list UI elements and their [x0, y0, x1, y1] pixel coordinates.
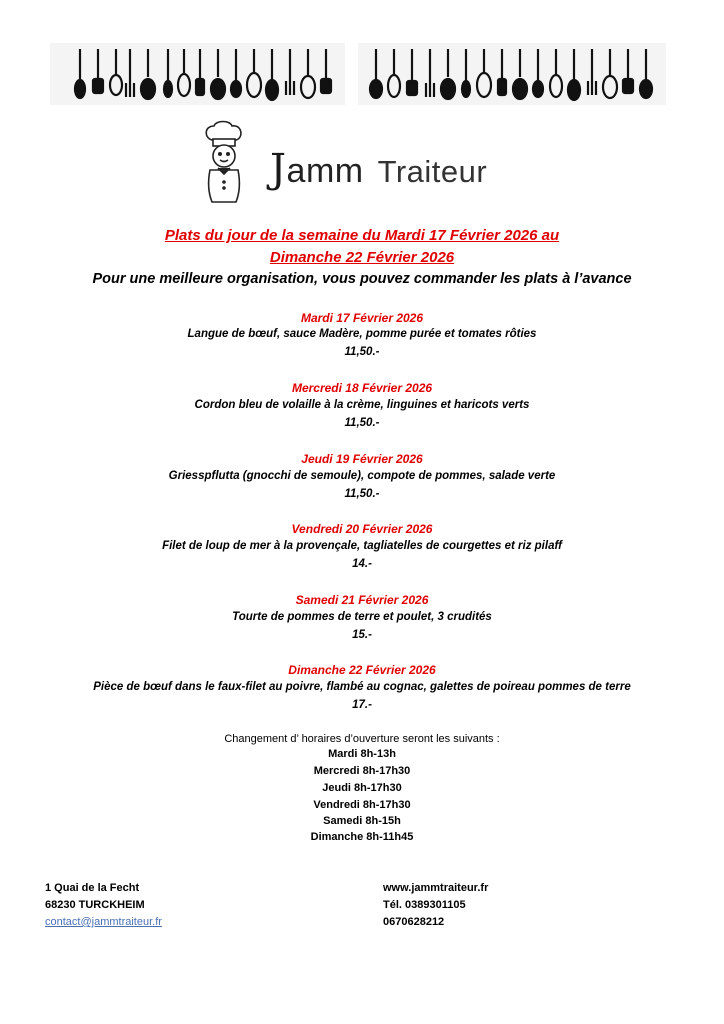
page-subtitle: Pour une meilleure organisation, vous pouvez commander les plats à l’avance — [92, 271, 632, 287]
footer-address — [45, 880, 162, 931]
website-text: www.jammtraiteur.fr — [383, 882, 489, 894]
page-title-line1: Plats du jour de la semaine du Mardi 17 Février 2026 au — [164, 227, 560, 244]
menu-day: Mardi 17 Février 2026 — [300, 311, 424, 325]
hours-line: Jeudi 8h-17h30 — [322, 782, 402, 794]
menu-dish: Filet de loup de mer à la provençale, tagliatelles de courgettes et riz pilaff — [162, 540, 562, 552]
hours-line: Vendredi 8h-17h30 — [313, 799, 411, 811]
utensils-icon — [50, 43, 345, 105]
menu-day: Vendredi 20 Février 2026 — [291, 522, 433, 536]
menu-price: 14.- — [352, 558, 372, 570]
menu-day: Jeudi 19 Février 2026 — [301, 452, 423, 466]
mobile-text: 0670628212 — [383, 916, 445, 928]
menu-dish: Langue de bœuf, sauce Madère, pomme purée et tomates rôties — [187, 328, 537, 340]
brand-name: Jamm Traiteur — [270, 146, 488, 192]
address-city: 68230 TURCKHEIM — [45, 899, 145, 911]
phone-text: Tél. 0389301105 — [383, 899, 466, 911]
menu-price: 15.- — [352, 629, 372, 641]
menu-dish: Cordon bleu de volaille à la crème, linguines et haricots verts — [194, 399, 530, 411]
hours-line: Dimanche 8h-11h45 — [310, 831, 414, 843]
hours-line: Samedi 8h-15h — [323, 815, 401, 827]
utensils-icon — [358, 43, 666, 105]
menu-day: Samedi 21 Février 2026 — [295, 593, 429, 607]
footer-contact — [383, 880, 488, 931]
hours-line: Mardi 8h-13h — [328, 748, 396, 760]
menu-price: 11,50.- — [344, 488, 380, 500]
address-street: 1 Quai de la Fecht — [45, 882, 140, 894]
chef-icon — [190, 118, 260, 208]
jamm-traiteur-logo — [190, 118, 540, 208]
menu-dish: Pièce de bœuf dans le faux-filet au poivre, flambé au cognac, galettes de poireau pommes de terre — [93, 681, 631, 693]
menu-day: Dimanche 22 Février 2026 — [288, 663, 436, 677]
menu-price: 17.- — [352, 699, 372, 711]
email-link[interactable]: contact@jammtraiteur.fr — [45, 916, 162, 928]
hours-intro: Changement d’ horaires d’ouverture seront les suivants : — [224, 733, 500, 745]
hours-line: Mercredi 8h-17h30 — [313, 765, 411, 777]
menu-day: Mercredi 18 Février 2026 — [291, 381, 433, 395]
utensil-banner-right — [358, 43, 666, 105]
page-title-line2: Dimanche 22 Février 2026 — [269, 249, 455, 266]
menu-price: 11,50.- — [344, 417, 380, 429]
menu-dish: Griesspflutta (gnocchi de semoule), compote de pommes, salade verte — [168, 470, 556, 482]
utensil-banner-left — [50, 43, 345, 105]
menu-dish: Tourte de pommes de terre et poulet, 3 crudités — [232, 611, 492, 623]
menu-price: 11,50.- — [344, 346, 380, 358]
